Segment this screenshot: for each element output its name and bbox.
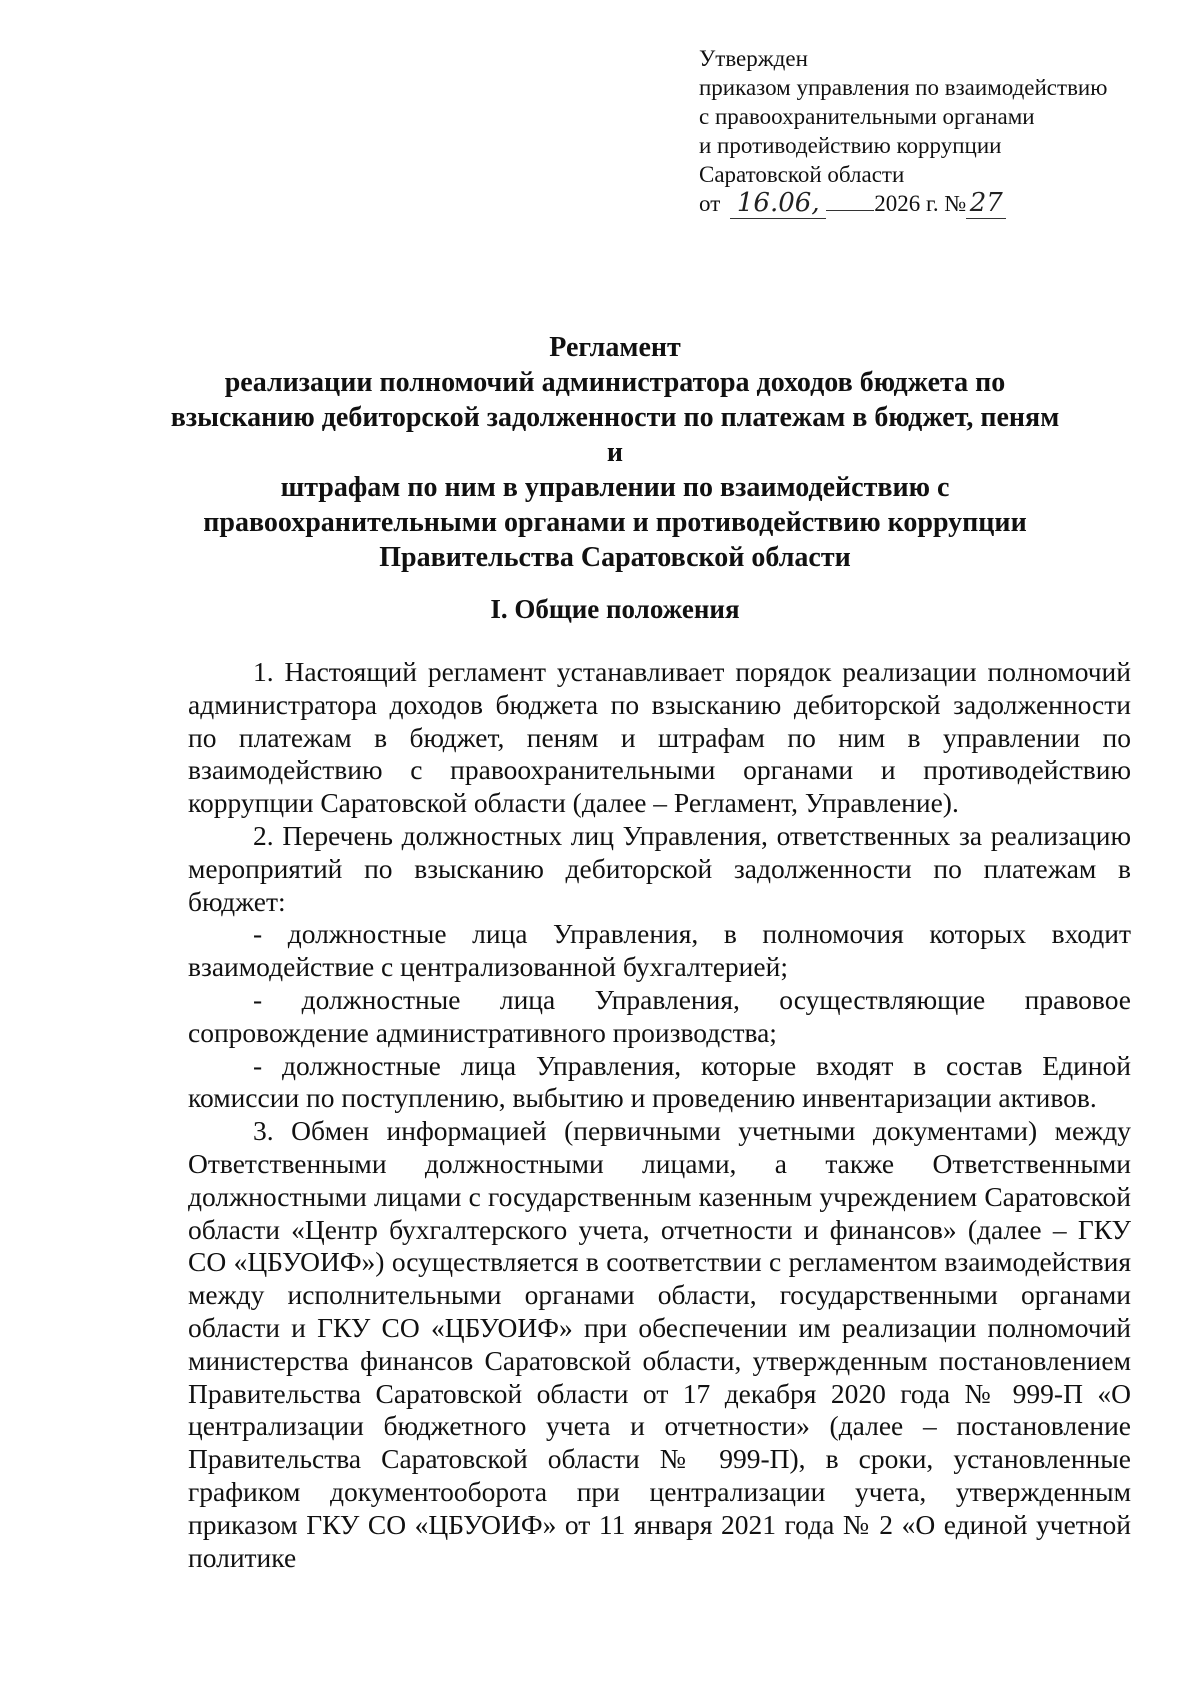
title-line-3: взысканию дебиторской задолженности по платежам в бюджет, пеням и: [170, 402, 1060, 468]
date-blank-line: [826, 209, 874, 211]
approval-line-anticorruption: и противодействию коррупции: [699, 133, 1002, 158]
title-line-6: Правительства Саратовской области: [379, 542, 851, 573]
date-prefix: от: [699, 191, 721, 216]
paragraph-3: 3. Обмен информацией (первичными учетными документами) между Ответственными должностными лицами, а также Ответственными должностными лицами с государственным казенным учреждением Саратовской области «Центр бухгалтерского учета, отчетности и финансов» (далее – ГКУ СО «ЦБУОИФ») осуществляется в соответствии с регламентом взаимодействия между исполнительными органами области, государственными органами области и ГКУ СО «ЦБУОИФ» при обеспечении им реализации полномочий министерства финансов Саратовской области, утвержденным постановлением Правительства Саратовской области от 17 декабря 2020 года № 999-П «О централизации бюджетного учета и отчетности» (далее – постановление Правительства Саратовской области № 999-П), в сроки, установленные графиком документооборота при централизации учета, утвержденным приказом ГКУ СО «ЦБУОИФ» от 11 января 2021 года № 2 «О единой учетной политике: [188, 1115, 1131, 1573]
section-heading: I. Общие положения: [490, 594, 740, 624]
handwritten-date: 16.06,: [730, 189, 826, 219]
paragraph-2-item-2: - должностные лица Управления, осуществляющие правовое сопровождение административного производства;: [188, 983, 1131, 1048]
paragraph-2-item-3: - должностные лица Управления, которые входят в состав Единой комиссии по поступлению, выбытию и проведению инвентаризации активов.: [188, 1049, 1131, 1114]
approval-date-line: [699, 189, 1169, 219]
title-line-4: штрафам по ним в управлении по взаимодействию с: [280, 472, 950, 503]
paragraph-1: 1. Настоящий регламент устанавливает порядок реализации полномочий администратора доходов бюджета по взысканию дебиторской задолженности по платежам в бюджет, пеням и штрафам по ним в управлении по взаимодействию с правоохранительными органами и противодействию коррупции Саратовской области (далее – Регламент, Управление).: [188, 656, 1131, 819]
document-title: [170, 330, 1060, 575]
approval-stamp: [699, 44, 1169, 219]
approval-line-approved: Утвержден: [699, 46, 808, 71]
paragraph-2-item-1: - должностные лица Управления, в полномочия которых входит взаимодействие с централизованной бухгалтерией;: [188, 918, 1131, 983]
document-body: [188, 656, 1131, 1574]
title-line-5: правоохранительными органами и противодействию коррупции: [203, 507, 1027, 538]
paragraph-2: 2. Перечень должностных лиц Управления, ответственных за реализацию мероприятий по взысканию дебиторской задолженности по платежам в бюджет:: [188, 819, 1131, 917]
handwritten-order-number: 27: [966, 189, 1006, 219]
approval-line-region: Саратовской области: [699, 162, 905, 187]
approval-line-law-enforcement: с правоохранительными органами: [699, 104, 1035, 129]
title-line-2: реализации полномочий администратора доходов бюджета по: [224, 367, 1006, 398]
approval-line-order: приказом управления по взаимодействию: [699, 75, 1108, 100]
title-line-1: Регламент: [549, 332, 681, 363]
year-and-number-label: 2026 г. №: [874, 191, 967, 216]
